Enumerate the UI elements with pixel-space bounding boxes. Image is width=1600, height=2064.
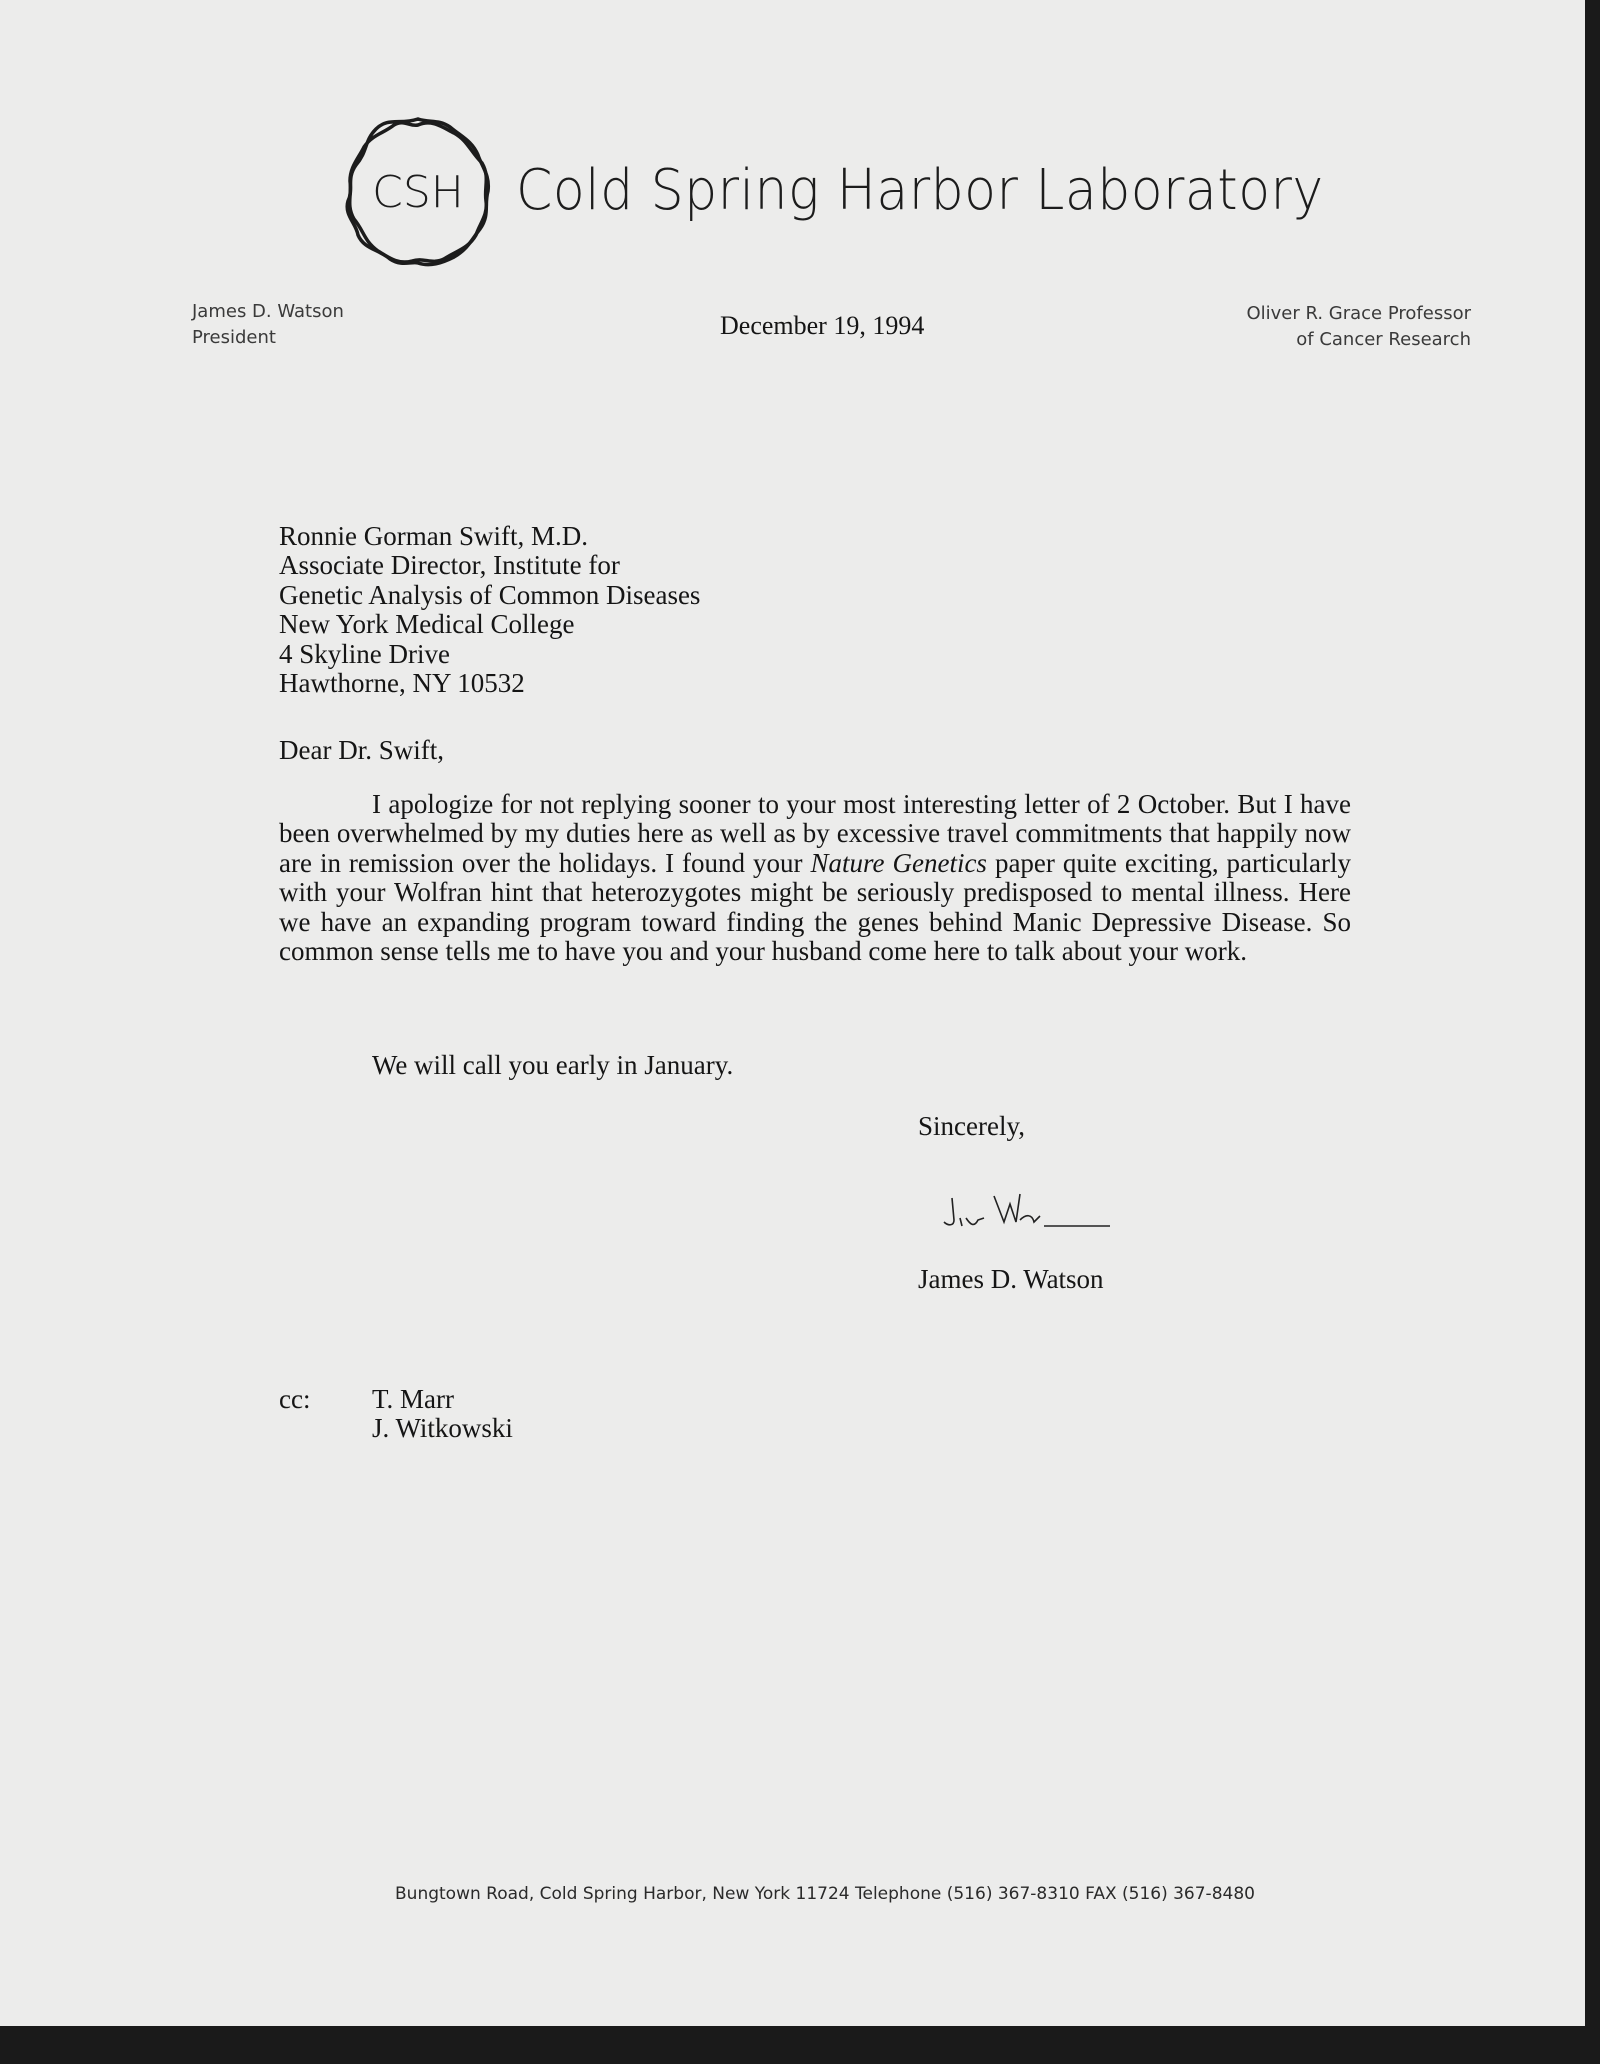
- professorship-line-1: Oliver R. Grace Professor: [1246, 303, 1471, 324]
- body-paragraph: [279, 790, 1351, 966]
- journal-title: Nature Genetics: [810, 847, 987, 878]
- letterhead-footer: Bungtown Road, Cold Spring Harbor, New York 11724 Telephone (516) 367-8310 FAX (516) 367-8480: [395, 1884, 1255, 1904]
- body-text: I apologize for not replying sooner to your most interesting letter of 2 October. But I have been overwhelmed by my duties here as well as by excessive travel commitments that happily now are in remission over the holidays. I found your: [279, 789, 1351, 878]
- cc-list: [372, 1385, 513, 1444]
- letter-date: December 19, 1994: [720, 311, 925, 340]
- closing-paragraph: We will call you early in January.: [372, 1050, 734, 1080]
- president-name: James D. Watson: [192, 301, 344, 322]
- recipient-line: 4 Skyline Drive: [279, 638, 450, 669]
- cc-recipient: J. Witkowski: [372, 1413, 513, 1444]
- csh-logo: [338, 111, 498, 271]
- letterhead-right: [1246, 301, 1471, 353]
- signer-name: James D. Watson: [918, 1264, 1104, 1294]
- letterhead-left: [192, 299, 344, 351]
- recipient-line: Genetic Analysis of Common Diseases: [279, 579, 701, 610]
- recipient-line: Hawthorne, NY 10532: [279, 668, 525, 699]
- recipient-line: Ronnie Gorman Swift, M.D.: [279, 521, 588, 551]
- organization-name: Cold Spring Harbor Laboratory: [516, 158, 1324, 223]
- recipient-line: New York Medical College: [279, 609, 575, 640]
- closing: Sincerely,: [918, 1111, 1025, 1141]
- president-title: President: [192, 327, 276, 348]
- recipient-line: Associate Director, Institute for: [279, 550, 620, 581]
- cc-recipient: T. Marr: [372, 1384, 454, 1414]
- cc-label: cc:: [279, 1384, 311, 1414]
- signature: [940, 1190, 1120, 1240]
- recipient-address: [279, 522, 700, 698]
- logo-text: CSH: [372, 167, 464, 218]
- body-text: paper quite exciting, particularly with your Wolfran hint that heterozygotes might be seriously predisposed to mental illness. Here we have an expanding program toward finding the genes behind Manic Depressive Disease. So common sense tells me to have you and your husband come here to talk about your work.: [279, 847, 1351, 967]
- professorship-line-2: of Cancer Research: [1296, 329, 1471, 350]
- salutation: Dear Dr. Swift,: [279, 735, 444, 765]
